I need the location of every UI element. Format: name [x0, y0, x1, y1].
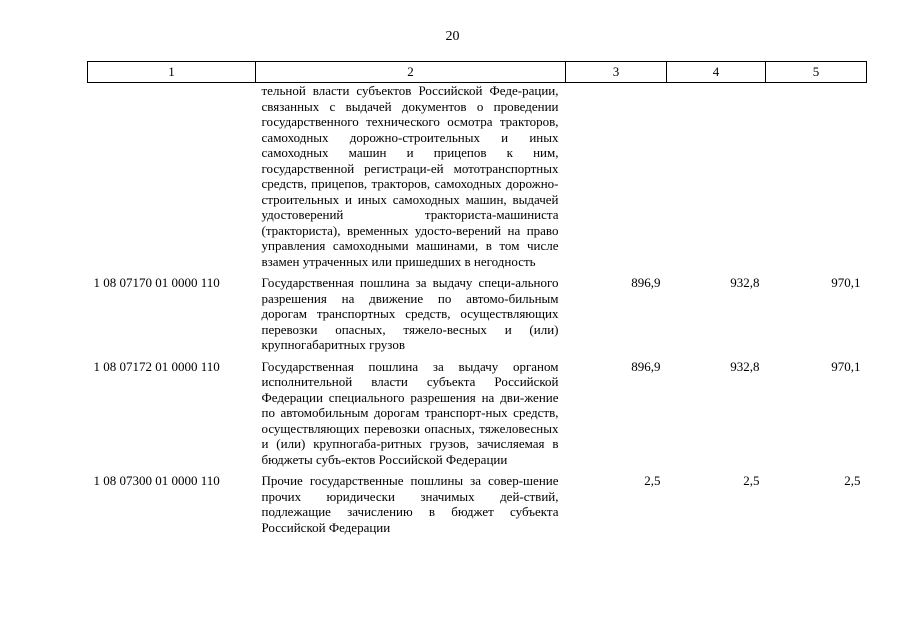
- row-description: Государственная пошлина за выдачу специ-ального разрешения на движение по автомо-бильным дорогам транспортных средств, осуществляющих перевозки опасных, тяжело-весных и (или) крупногабаритных грузов: [261, 275, 559, 352]
- row-value-4: [667, 83, 766, 270]
- budget-table: [87, 61, 867, 535]
- column-header-1: 1: [88, 62, 256, 83]
- row-value-4: 932,8: [730, 275, 760, 290]
- row-value-5: 970,1: [831, 358, 861, 374]
- table-row: [88, 83, 867, 270]
- row-value-5: [766, 83, 867, 270]
- row-value-4: 932,8: [730, 358, 760, 374]
- column-header-5: 5: [766, 62, 867, 83]
- row-value-4: 2,5: [743, 473, 760, 488]
- table-row: [88, 275, 867, 353]
- row-value-3: 896,9: [631, 275, 661, 290]
- column-header-3: 3: [566, 62, 667, 83]
- row-code: 1 08 07170 01 0000 110: [93, 275, 220, 290]
- row-description: тельной власти субъектов Российской Феде-рации, связанных с выдачей документов о проведении государственного технического осмотра тракторов, самоходных дорожно-строительных и иных самоходных машин и прицепов к ним, государственной регистраци-ей мототранспортных средств, прицепов, тракторов, самоходных дорожно-строительных и иных самоходных машин, выдачей удостоверений тракториста-машиниста (тракториста), временных удосто-верений на право управления самоходными машинами, в том числе взамен утраченных или пришедших в негодность: [261, 83, 559, 269]
- column-header-2: 2: [256, 62, 566, 83]
- row-code: [88, 83, 256, 270]
- column-header-4: 4: [667, 62, 766, 83]
- row-code: 1 08 07172 01 0000 110: [93, 358, 220, 374]
- row-value-3: [566, 83, 667, 270]
- table-header-row: [88, 62, 867, 83]
- row-code: 1 08 07300 01 0000 110: [93, 473, 220, 488]
- row-description: Государственная пошлина за выдачу органом исполнительной власти субъекта Российской Федерации специального разрешения на дви-жение по автомобильным дорогам транспорт-ных средств, осуществляющих перевозки опасных, тяжеловесных и (или) крупногаба-ритных грузов, зачисляемая в бюджеты субъ-ектов Российской Федерации: [261, 358, 559, 467]
- row-value-5: 2,5: [844, 473, 861, 488]
- row-value-3: 896,9: [631, 358, 661, 374]
- row-value-5: 970,1: [831, 275, 861, 290]
- row-description: Прочие государственные пошлины за совер-шение прочих юридически значимых дей-ствий, подлежащие зачислению в бюджет субъекта Российской Федерации: [261, 473, 559, 535]
- row-value-3: 2,5: [644, 473, 661, 488]
- table-row: [88, 473, 867, 535]
- table-row: [88, 359, 867, 468]
- page-number: 20: [445, 29, 460, 44]
